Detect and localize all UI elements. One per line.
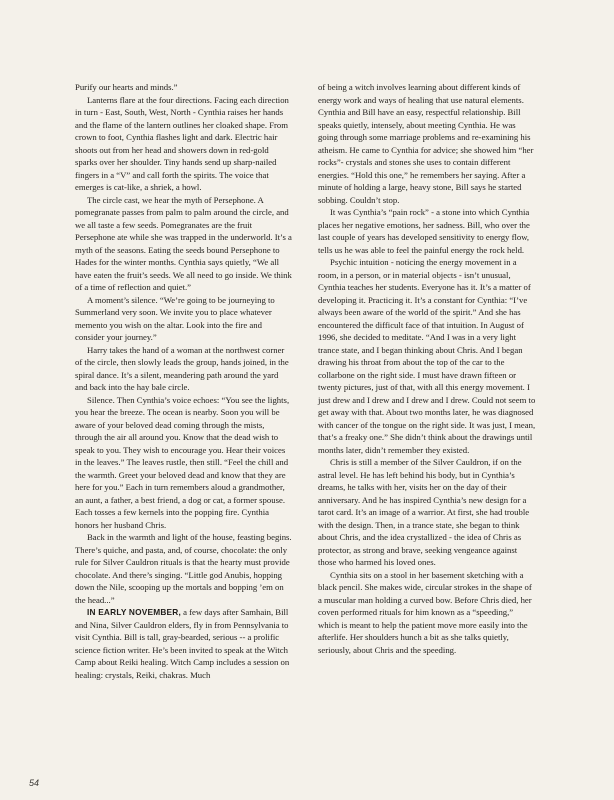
paragraph (75, 94, 293, 194)
paragraph-text: Psychic intuition - noticing the energy movement in a room, in a person, or in material objects - isn’t unusual, Cynthia teaches her students. Everyone has it. It’s a matter of developing it. Practicing it. It’s a constant for Cynthia: “I’ve always been aware of the world of the spirit.” And she has encountered the difficult face of that intuition. In August of 1996, she decided to meditate. “And I was in a very light trance state, and I began thinking about Chris. And I began drawing his throat from about the top of the car to the collarbone on the right side. I must have drawn fifteen or twenty pictures, just of that, with all this energy movement. I just drew and I drew and I drew and I drew. Could not seem to get away with that. About two months later, he was diagnosed with cancer of the tongue on the right side. It was just, I mean, that’s a freaky one.” She didn’t think about the drawings until months later, didn’t remember they existed. (318, 257, 536, 455)
paragraph (318, 569, 536, 657)
paragraph-text: Purify our hearts and minds.” (75, 82, 178, 92)
paragraph-text: A moment’s silence. “We’re going to be journeying to Summerland very soon. We invite you to place whatever memento you wish on the altar. Look into the fire and consider your journey.” (75, 294, 275, 342)
paragraph (75, 531, 293, 606)
paragraph-text: The circle cast, we hear the myth of Persephone. A pomegranate passes from palm to palm around the circle, and we all taste a few seeds. Pomegranates are the fruit Persephone ate while she was trapped in the underworld. It’s a myth of the seasons. Eating the seeds bound Persephone to Hades for the winter months. Cynthia says quietly, “We all have eaten the fruit’s seeds. We all need to go inside. We think of a time of reflection and quiet.” (75, 194, 292, 292)
paragraph (75, 344, 293, 394)
paragraph (75, 394, 293, 532)
paragraph (318, 256, 536, 456)
paragraph (75, 294, 293, 344)
left-column (75, 81, 293, 681)
paragraph (75, 81, 293, 94)
paragraph (318, 206, 536, 256)
paragraph-text: Lanterns flare at the four directions. Facing each direction in turn - East, South, West, North - Cynthia raises her hands and the flame of the lantern outlines her cloaked shape. From crown to foot, Cynthia flashes light and dark. Electric hair shoots out from her head and showers down in red-gold sparks over her shoulder. Tiny hands send up sharp-nailed fingers in a “V” and call forth the spirits. The voice that emerges is cat-like, a shriek, a howl. (75, 94, 289, 192)
paragraph-text: of being a witch involves learning about different kinds of energy work and ways of healing that use natural elements. Cynthia and Bill have an easy, respectful relationship. Bill speaks quietly, intensely, about meeting Cynthia. He was going through some marriage problems and re-examining his atheism. He came to Cynthia for advice; she showed him “her rocks”- crystals and stones she uses to contain different energies. “Hold this one,” he remembers her saying. After a minute of holding a large, heavy stone, Bill says he started sobbing. Couldn’t stop. (318, 82, 534, 205)
paragraph-text: Cynthia sits on a stool in her basement sketching with a black pencil. She makes wide, circular strokes in the shape of a muscular man holding a curved bow. Before Chris died, her coven performed rituals for him known as a “speeding,” which is meant to help the patient move more easily into the afterlife. Her shoulders hunch a bit as she talks quietly, seriously, about Chris and the speeding. (318, 569, 532, 655)
paragraph-text: Harry takes the hand of a woman at the northwest corner of the circle, then slowly leads the group, hands joined, in the spiral dance. It’s a silent, meandering path around the yard and back into the hay bale circle. (75, 344, 289, 392)
paragraph-text: a few days after Samhain, Bill and Nina, Silver Cauldron elders, fly in from Pennsylvania to visit Cynthia. Bill is tall, gray-bearded, serious -- a prolific science fiction writer. He’s been invited to speak at the Witch Camp about Reiki healing. Witch Camp includes a session on healing: crystals, Reiki, chakras. Much (75, 607, 290, 680)
section-lead-in: IN EARLY NOVEMBER, (87, 607, 181, 617)
paragraph-text: Chris is still a member of the Silver Cauldron, if on the astral level. He has left behind his body, but in Cynthia’s dreams, he talks with her, visits her on the day of their anniversary. And he has inspired Cynthia’s new design for a tarot card. It’s an image of a warrior. At first, she had trouble with the design. Then, in a trance state, she began to think about Chris, and the idea crystallized - the idea of Chris as protector, as strong and brave, seeking vengeance against those who harmed his loved ones. (318, 457, 530, 567)
paragraph (318, 456, 536, 569)
paragraph-text: Back in the warmth and light of the house, feasting begins. There’s quiche, and pasta, and, of course, chocolate: the only rule for Silver Cauldron rituals is that the hearty must provide chocolate. And there’s singing. “Little god Anubis, hopping down the Nile, scooping up the mortals and bopping ’em on the head...” (75, 532, 292, 605)
paragraph (318, 81, 536, 206)
paragraph-text: Silence. Then Cynthia’s voice echoes: “You see the lights, you hear the breeze. The ocean is nearby. Soon you will be aware of your beloved dead coming through the mists, through the air all around you. Know that the dead wish to speak to you. They wish to encourage you. Hear their voices in the leaves.” The leaves rustle, then still. “Feel the chill and the warmth. Greet your beloved dead and know that they are here for you.” Each in turn remembers aloud a grandmother, an aunt, a father, a best friend, a dog or cat, a former spouse. Each tosses a few kernels into the popping fire. Cynthia honors her husband Chris. (75, 394, 290, 530)
paragraph-text: It was Cynthia’s “pain rock” - a stone into which Cynthia places her negative emotions, her sadness. Bill, who over the last couple of years has developed sensitivity to energy flow, tells us he was able to feel the painful energy the rock held. (318, 207, 530, 255)
paragraph (75, 606, 293, 681)
paragraph (75, 194, 293, 294)
page-number: 54 (29, 778, 40, 788)
right-column (318, 81, 536, 656)
